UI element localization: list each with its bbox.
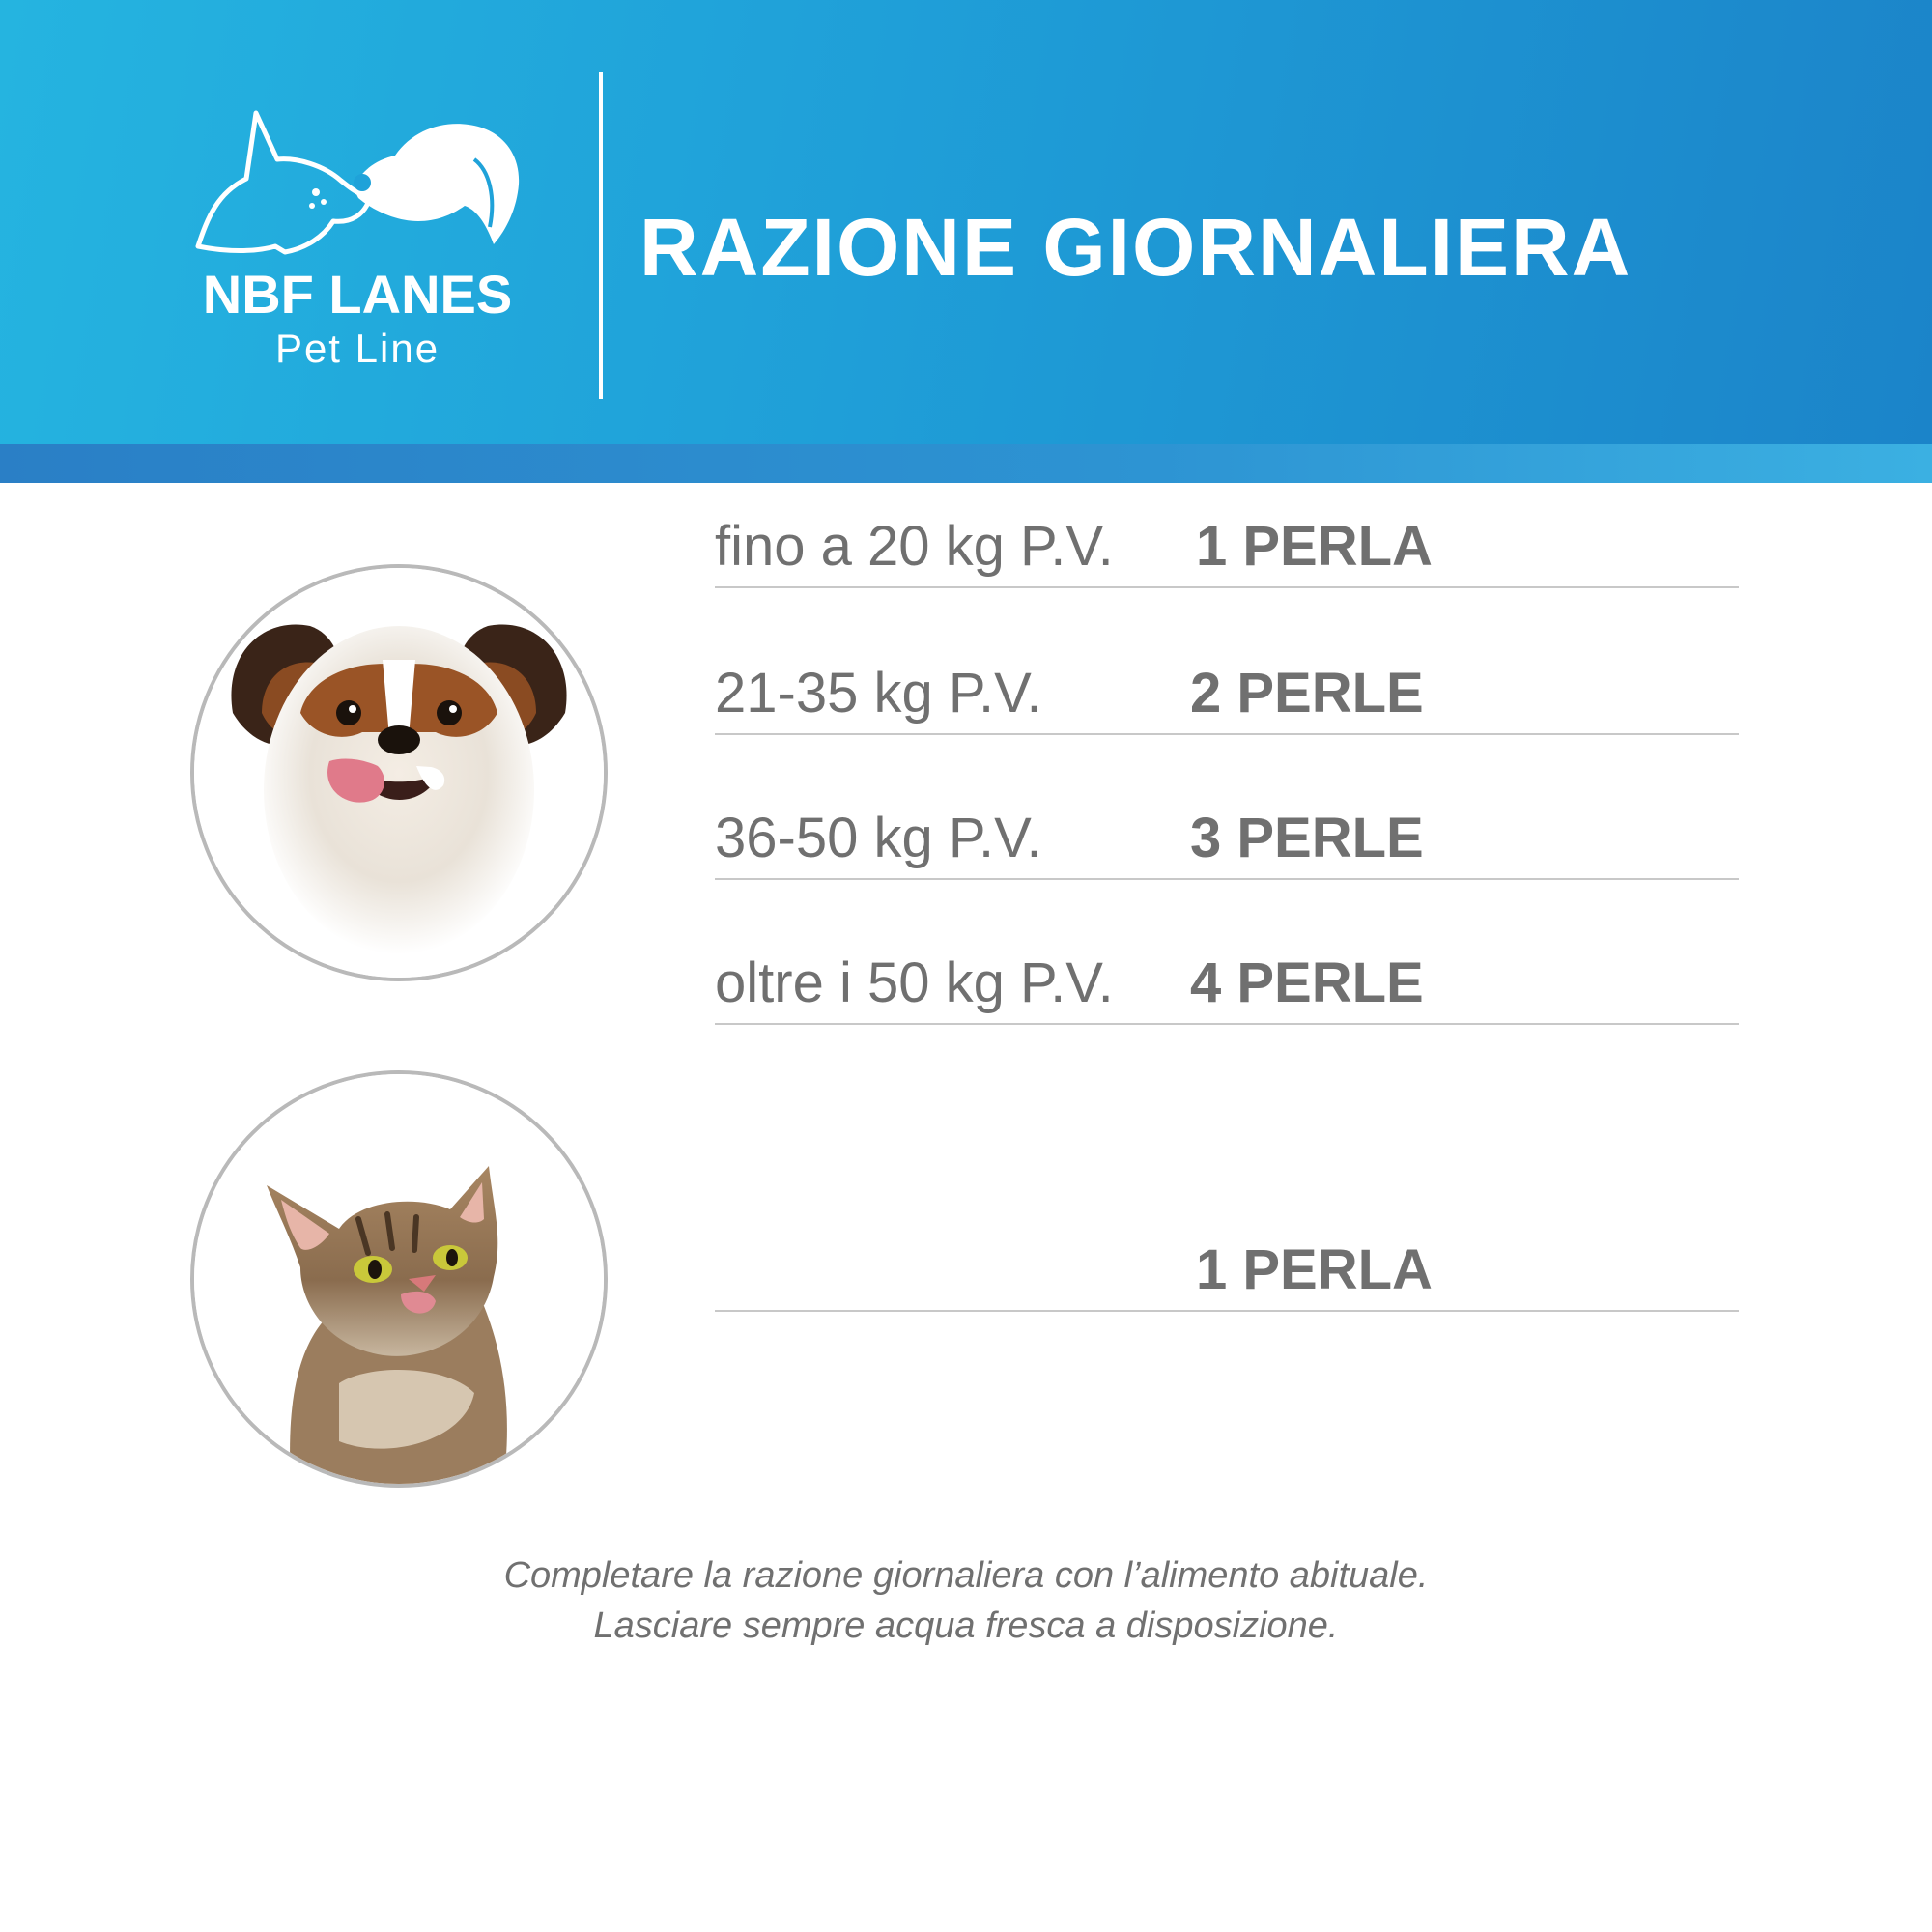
usage-note-line-1: Completare la razione giornaliera con l’alimento abituale. [503,1555,1429,1596]
weight-range: fino a 20 kg P.V. [715,515,1114,578]
dose-amount: 4 PERLE [1190,952,1424,1014]
brand-logo [188,0,536,444]
brand-subline: Pet Line [274,326,440,371]
page-title: RAZIONE GIORNALIERA [639,202,1633,293]
dosage-row-dog-2 [715,656,1739,735]
dog-illustration [194,568,604,978]
weight-range: 21-35 kg P.V. [715,662,1042,724]
dose-amount: 1 PERLA [1196,515,1433,578]
dose-amount: 3 PERLE [1190,807,1424,869]
usage-note-line-2: Lasciare sempre acqua fresca a disposizione. [593,1605,1339,1646]
header-divider [599,72,603,399]
dog-photo [190,564,608,981]
dosage-row-dog-3 [715,801,1739,880]
dosage-row-cat-1 [715,1233,1739,1312]
header-accent-band [0,444,1932,483]
dose-amount: 1 PERLA [1196,1238,1433,1301]
dosage-row-dog-1 [715,509,1739,588]
header-banner [0,0,1932,444]
dose-amount: 2 PERLE [1190,662,1424,724]
weight-range: 36-50 kg P.V. [715,807,1042,869]
dosage-row-dog-4 [715,946,1739,1025]
cat-photo [190,1070,608,1488]
usage-note [0,1550,1932,1651]
brand-name: NBF LANES [202,264,513,325]
cat-illustration [194,1074,604,1484]
weight-range: oltre i 50 kg P.V. [715,952,1114,1014]
